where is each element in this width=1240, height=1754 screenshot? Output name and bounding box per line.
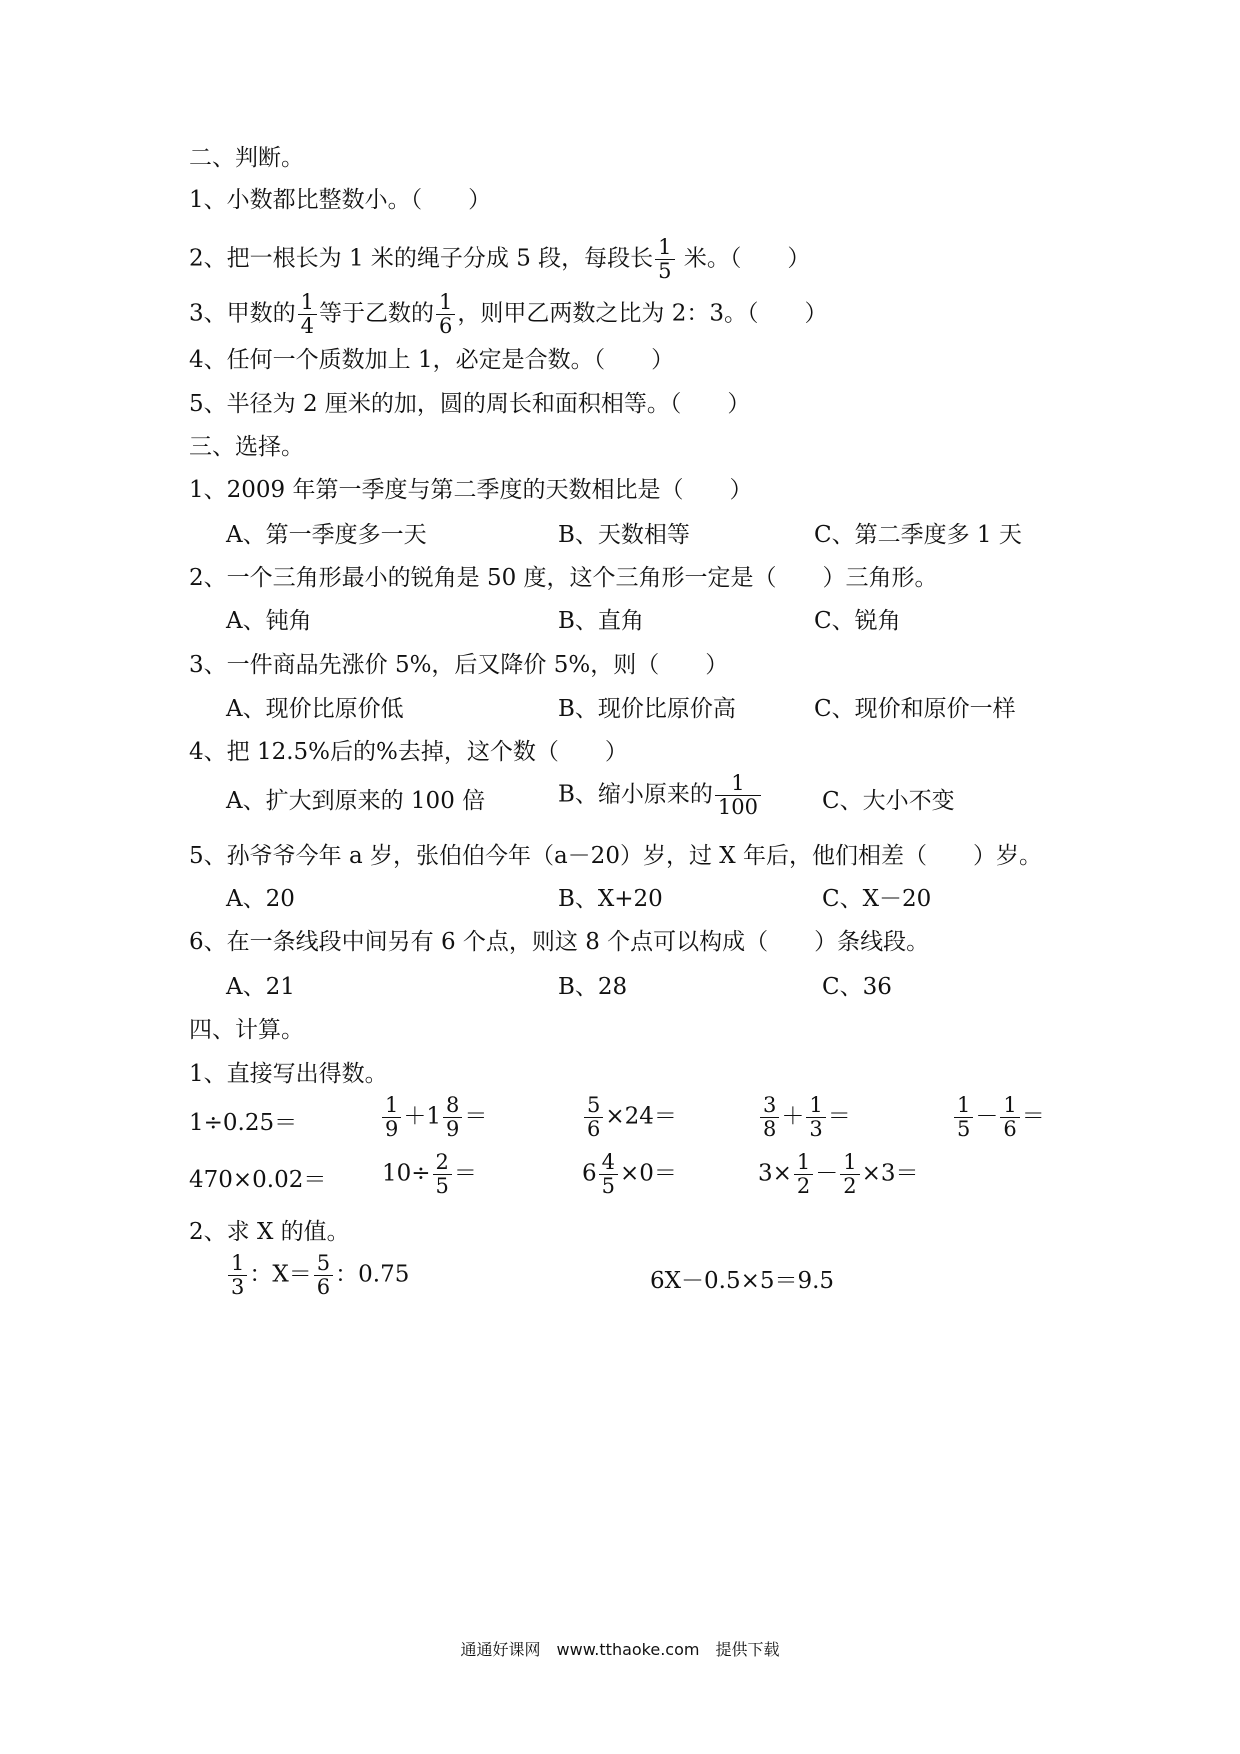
equals: ×3＝: [861, 1160, 919, 1187]
choice-q5-c: C、X－20: [822, 886, 932, 912]
fraction: $\frac{5}{6}$: [314, 1252, 333, 1299]
fraction: $\frac{3}{8}$: [760, 1094, 779, 1141]
fraction: $\frac{1}{5}$: [954, 1094, 973, 1141]
section-calc-title: 四、计算。: [189, 1017, 304, 1043]
choice-q6-a: A、21: [226, 974, 295, 1000]
choice-q2-a: A、钝角: [226, 608, 312, 634]
operator: ＋: [781, 1103, 805, 1130]
judge-q3-mid: 等于乙数的: [319, 300, 435, 327]
expr-r2-e3: [582, 1151, 677, 1198]
fraction: $\frac{1}{2}$: [840, 1151, 859, 1198]
fraction: $\frac{1}{3}$: [806, 1094, 825, 1141]
choice-q6-stem: 6、在一条线段中间另有 6 个点，则这 8 个点可以构成（ ）条线段。: [189, 929, 930, 955]
operand: ：0.75: [335, 1261, 410, 1288]
equals: ＝: [464, 1103, 488, 1130]
operand: 3×: [758, 1160, 792, 1187]
choice-q4-b: [558, 772, 763, 819]
section-choice-title: 三、选择。: [189, 434, 304, 460]
choice-q4-b-text: B、缩小原来的: [558, 781, 713, 808]
choice-q1-a: A、第一季度多一天: [226, 522, 427, 548]
judge-q2: [189, 236, 810, 283]
expr-r1-e5: [952, 1094, 1045, 1141]
choice-q3-c: C、现价和原价一样: [814, 696, 1016, 722]
equation-1: [226, 1252, 409, 1299]
fraction: $\frac{1}{4}$: [298, 291, 317, 338]
calc-part2-title: 2、求 X 的值。: [189, 1219, 350, 1245]
expr-r2-e1: 470×0.02＝: [189, 1167, 327, 1193]
expr-r1-e3: [582, 1094, 677, 1141]
expr-r2-e2: [382, 1151, 477, 1198]
choice-q1-c: C、第二季度多 1 天: [814, 522, 1022, 548]
operator: ×0＝: [620, 1160, 677, 1187]
choice-q5-a: A、20: [226, 886, 295, 912]
fraction: $\frac{1}{5}$: [655, 236, 674, 283]
judge-q3-tail: ，则甲乙两数之比为 2：3。（ ）: [457, 300, 828, 327]
equals: ＝: [453, 1160, 477, 1187]
judge-q2-tail: 米。（ ）: [676, 245, 811, 272]
choice-q6-c: C、36: [822, 974, 892, 1000]
choice-q1-stem: 1、2009 年第一季度与第二季度的天数相比是（ ）: [189, 477, 753, 503]
expr-r2-e4: [758, 1151, 919, 1198]
expr-r1-e1: 1÷0.25＝: [189, 1110, 298, 1136]
fraction: $\frac{4}{5}$: [599, 1151, 618, 1198]
choice-q2-c: C、锐角: [814, 608, 901, 634]
operator: －: [815, 1160, 839, 1187]
choice-q4-stem: 4、把 12.5%后的%去掉，这个数（ ）: [189, 739, 628, 765]
judge-q3-text: 3、甲数的: [189, 300, 296, 327]
choice-q4-c: C、大小不变: [822, 788, 955, 814]
choice-q3-b: B、现价比原价高: [558, 696, 736, 722]
fraction: $\frac{1}{6}$: [1000, 1094, 1019, 1141]
judge-q4: 4、任何一个质数加上 1，必定是合数。（ ）: [189, 347, 675, 373]
choice-q5-stem: 5、孙爷爷今年 a 岁，张伯伯今年（a－20）岁，过 X 年后，他们相差（ ）岁。: [189, 843, 1042, 869]
page-footer: 通通好课网 www.tthaoke.com 提供下载: [460, 1640, 780, 1659]
section-judge-title: 二、判断。: [189, 145, 304, 171]
judge-q5: 5、半径为 2 厘米的加，圆的周长和面积相等。（ ）: [189, 391, 751, 417]
fraction: $\frac{1}{6}$: [436, 291, 455, 338]
fraction: $\frac{1}{9}$: [382, 1094, 401, 1141]
fraction: $\frac{1}{100}$: [715, 772, 761, 819]
choice-q2-stem: 2、一个三角形最小的锐角是 50 度，这个三角形一定是（ ）三角形。: [189, 565, 938, 591]
judge-q1: 1、小数都比整数小。（ ）: [189, 187, 492, 213]
operator: ＋1: [403, 1103, 442, 1130]
choice-q3-stem: 3、一件商品先涨价 5%，后又降价 5%，则（ ）: [189, 652, 729, 678]
fraction: $\frac{2}{5}$: [433, 1151, 452, 1198]
operand: 10÷: [382, 1160, 431, 1187]
operator: ×24＝: [605, 1103, 677, 1130]
choice-q4-a: A、扩大到原来的 100 倍: [226, 788, 486, 814]
calc-part1-title: 1、直接写出得数。: [189, 1061, 388, 1087]
fraction: $\frac{8}{9}$: [443, 1094, 462, 1141]
fraction: $\frac{1}{3}$: [228, 1252, 247, 1299]
equals: ＝: [827, 1103, 851, 1130]
choice-q3-a: A、现价比原价低: [226, 696, 404, 722]
equation-2: 6X－0.5×5＝9.5: [650, 1268, 835, 1294]
expr-r1-e2: [380, 1094, 487, 1141]
operand: 6: [582, 1160, 597, 1187]
expr-r1-e4: [758, 1094, 851, 1141]
operator: －: [975, 1103, 999, 1130]
choice-q5-b: B、X+20: [558, 886, 663, 912]
fraction: $\frac{5}{6}$: [584, 1094, 603, 1141]
choice-q1-b: B、天数相等: [558, 522, 690, 548]
fraction: $\frac{1}{2}$: [794, 1151, 813, 1198]
operator: ：X＝: [249, 1261, 312, 1288]
judge-q2-text: 2、把一根长为 1 米的绳子分成 5 段，每段长: [189, 245, 654, 272]
judge-q3: [189, 291, 827, 338]
choice-q2-b: B、直角: [558, 608, 644, 634]
equals: ＝: [1021, 1103, 1045, 1130]
choice-q6-b: B、28: [558, 974, 628, 1000]
